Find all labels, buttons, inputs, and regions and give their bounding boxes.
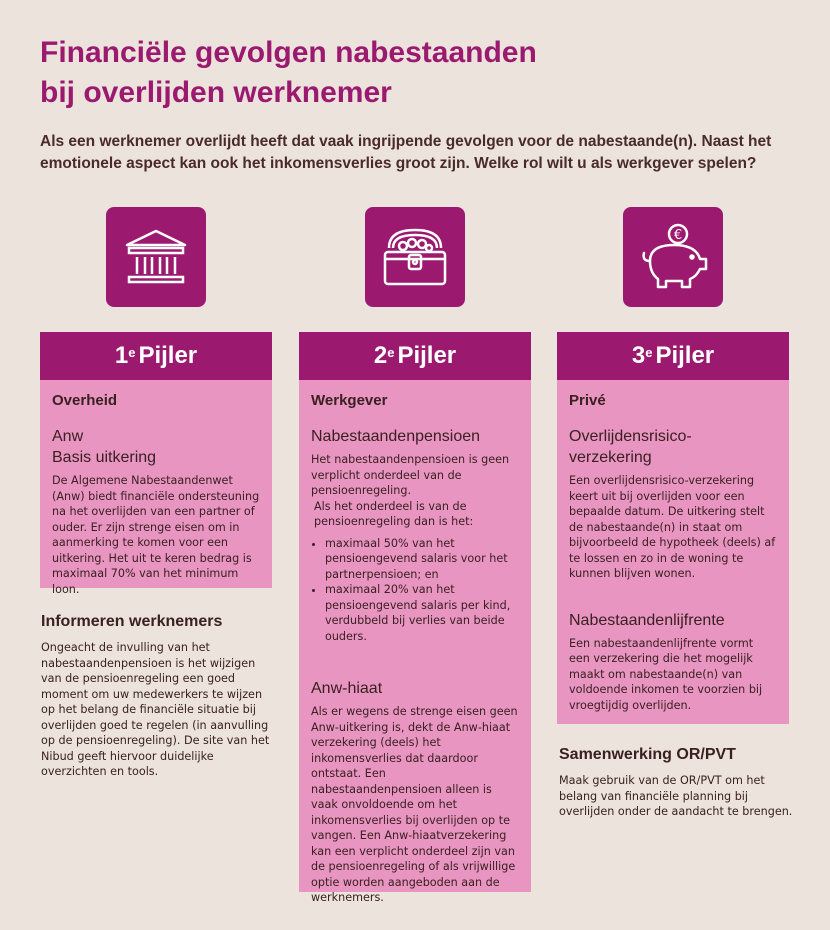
pillar-2 bbox=[299, 332, 531, 904]
pillar-2-word: Pijler bbox=[397, 342, 457, 369]
pillar-1-sup: e bbox=[128, 344, 136, 360]
cooperation-text: Maak gebruik van de OR/PVT om het belang van financiële planning bij overlijden onder de aandacht te brengen. bbox=[559, 774, 793, 818]
pillar-2-label: Werkgever bbox=[311, 392, 388, 409]
title-line-1: Financiële gevolgen nabestaanden bbox=[40, 36, 537, 69]
pillar-2-subheading-2: Anw-hiaat bbox=[311, 680, 383, 697]
pillar-2-body bbox=[299, 380, 531, 904]
pillar-1-word: Pijler bbox=[138, 342, 198, 369]
pillar-3-subheading-2: Nabestaandenlijfrente bbox=[569, 611, 725, 629]
pillar-3-word: Pijler bbox=[655, 342, 715, 369]
pillar-1-subheading bbox=[52, 426, 260, 468]
inform-text: Ongeacht de invulling van het nabestaandenpensioen is het wijzigen van de pensioenregeling een goed moment om uw medewerkers te wijzen op het belang de financiële situatie bij overlijden goed te regelen (in aanvulling op de pensioenregeling). De site van het Nibud geeft hiervoor duidelijke overzichten en tools. bbox=[41, 641, 270, 778]
pillar-2-num: 2 bbox=[373, 342, 388, 369]
pillar-3-sub-line2: verzekering bbox=[569, 449, 652, 466]
pillar-2-text-3: Als er wegens de strenge eisen geen Anw-uitkering is, dekt de Anw-hiaat verzekering (deels) het inkomensverlies dat daardoor ontstaat. Een nabestaandenpensioen alleen is vaak onvoldoende om het inkomensverlies bij overlijden op te vangen. Een Anw-hiaatverzekering kan een verplicht onderdeel zijn van de pensioenregeling of als vrijwillige optie worden aangeboden aan de werknemers. bbox=[311, 705, 518, 904]
pillar-1 bbox=[40, 332, 272, 596]
pillar-1-sub-line1: Anw bbox=[52, 428, 84, 445]
piggy-bank-icon bbox=[623, 207, 723, 307]
pillar-3-sub-line1: Overlijdensrisico- bbox=[569, 428, 692, 445]
page-title bbox=[40, 33, 740, 113]
treasure-chest-icon bbox=[365, 207, 465, 307]
pillar-2-header bbox=[299, 332, 531, 380]
pillar-3-num: 3 bbox=[631, 342, 646, 369]
pillar-3-sup: e bbox=[645, 344, 653, 360]
cooperation-heading: Samenwerking OR/PVT bbox=[559, 746, 736, 763]
pillar-2-text-2: Als het onderdeel is van de pensioenregeling dan is het: bbox=[314, 499, 474, 528]
pillar-3-subheading bbox=[569, 426, 777, 468]
list-item: • maximaal 50% van het pensioengevend salaris voor het partnerpensioen; en bbox=[325, 536, 519, 583]
pillar-2-text-1: Het nabestaandenpensioen is geen verplicht onderdeel van de pensioenregeling. bbox=[311, 453, 510, 497]
pillar-2-subheading: Nabestaandenpensioen bbox=[311, 428, 481, 445]
svg-text:€: € bbox=[673, 228, 683, 243]
pillar-2-sup: e bbox=[387, 344, 395, 360]
pillar-1-header bbox=[40, 332, 272, 380]
pillar-1-label: Overheid bbox=[52, 392, 118, 409]
pillar-1-text: De Algemene Nabestaandenwet (Anw) biedt financiële ondersteuning na het overlijden van een partner of ouder. Er zijn strenge eisen om in aanmerking te komen voor een uitkering. Het uit te keren bedrag is maximaal 70% van het minimum loon. bbox=[52, 474, 260, 596]
pillar-2-bullet-list bbox=[311, 536, 519, 645]
pillar-1-sub-line2: Basis uitkering bbox=[52, 449, 157, 466]
intro-text: Als een werknemer overlijdt heeft dat vaak ingrijpende gevolgen voor de nabestaande(n). Naast het emotionele aspect kan ook het inkomensverlies groot zijn. Welke rol wilt u als werkgever spelen? bbox=[40, 133, 772, 172]
pillar-3-text-2: Een nabestaandenlijfrente vormt een verzekering die het mogelijk maakt om nabestaande(n) van voldoende inkomen te voorzien bij vroegtijdig overlijden. bbox=[569, 636, 763, 712]
title-line-2: bij overlijden werknemer bbox=[40, 76, 392, 109]
pillar-1-body bbox=[40, 380, 272, 596]
list-item: • maximaal 20% van het pensioengevend salaris per kind, verdubbeld bij verlies van beide ouders. bbox=[325, 582, 519, 644]
inform-heading: Informeren werknemers bbox=[41, 613, 223, 630]
pillar-3-text-1: Een overlijdensrisico-verzekering keert uit bij overlijden voor een bepaalde datum. De uitkering stelt de nabestaande(n) in staat om bijvoorbeeld de hypotheek (deels) af te lossen en zo in de woning te kunnen blijven wonen. bbox=[569, 474, 776, 580]
pillar-1-num: 1 bbox=[114, 342, 129, 369]
bank-icon bbox=[106, 207, 206, 307]
pillar-3-body bbox=[557, 380, 789, 724]
pillar-3-label: Privé bbox=[569, 392, 606, 409]
pillar-3 bbox=[557, 332, 789, 724]
pillar-3-header bbox=[557, 332, 789, 380]
